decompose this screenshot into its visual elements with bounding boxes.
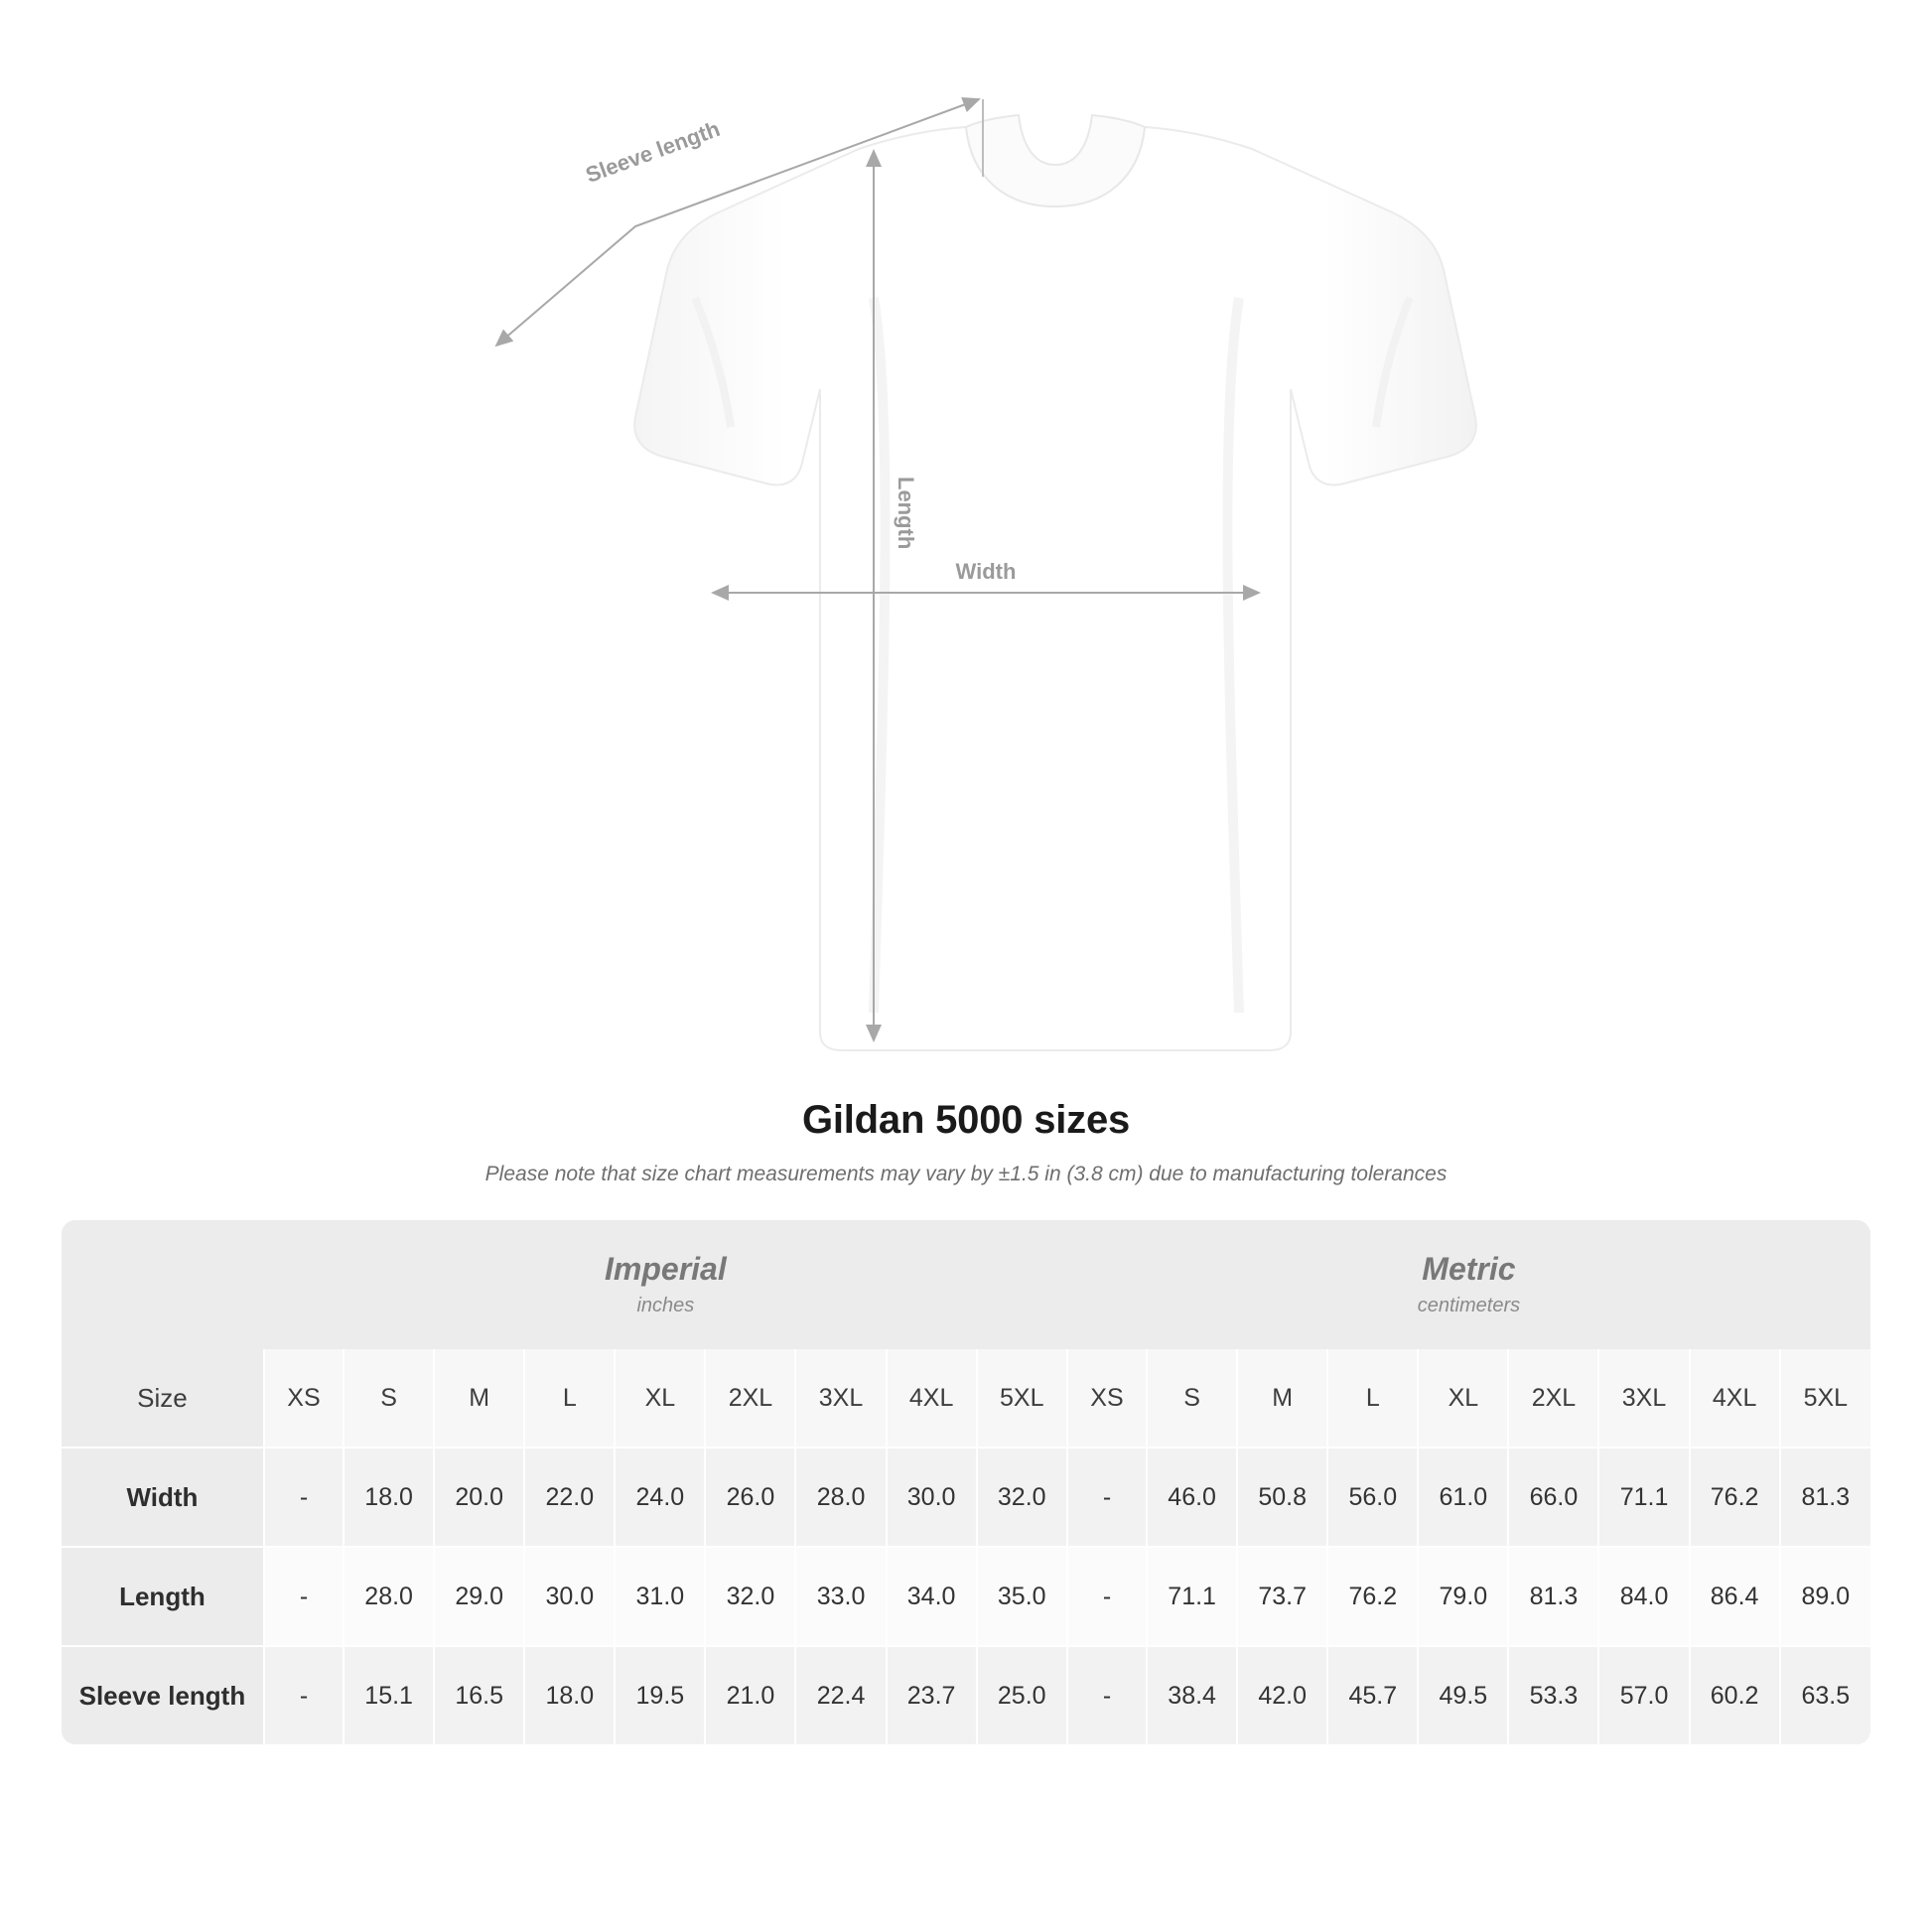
size-table [62,1220,1870,1744]
size-header-imperial-2xl: 2XL [705,1349,795,1448]
cell-sleeve-imperial-5xl: 25.0 [977,1646,1067,1744]
size-header-imperial-m: M [434,1349,524,1448]
size-header-imperial-3xl: 3XL [795,1349,886,1448]
size-header-imperial-xs: XS [264,1349,344,1448]
cell-width-imperial-xs: - [264,1448,344,1547]
cell-sleeve-imperial-4xl: 23.7 [887,1646,977,1744]
cell-sleeve-metric-s: 38.4 [1147,1646,1237,1744]
cell-sleeve-metric-5xl: 63.5 [1780,1646,1870,1744]
cell-width-imperial-s: 18.0 [344,1448,434,1547]
cell-length-imperial-3xl: 33.0 [795,1547,886,1646]
cell-sleeve-imperial-2xl: 21.0 [705,1646,795,1744]
unit-header-spacer [62,1220,264,1349]
cell-width-metric-l: 56.0 [1327,1448,1418,1547]
cell-width-metric-5xl: 81.3 [1780,1448,1870,1547]
cell-length-metric-m: 73.7 [1237,1547,1327,1646]
unit-name-metric: Metric [1422,1250,1516,1287]
row-label-sleeve-length: Sleeve length [62,1646,264,1744]
cell-length-imperial-xl: 31.0 [615,1547,705,1646]
size-header-label: Size [62,1349,264,1448]
table-row [62,1547,1870,1646]
size-header-imperial-xl: XL [615,1349,705,1448]
size-header-metric-s: S [1147,1349,1237,1448]
cell-width-metric-xl: 61.0 [1418,1448,1508,1547]
cell-length-imperial-m: 29.0 [434,1547,524,1646]
cell-length-metric-l: 76.2 [1327,1547,1418,1646]
cell-sleeve-imperial-3xl: 22.4 [795,1646,886,1744]
cell-length-metric-4xl: 86.4 [1690,1547,1780,1646]
cell-sleeve-imperial-xl: 19.5 [615,1646,705,1744]
size-header-row [62,1349,1870,1448]
size-header-metric-2xl: 2XL [1508,1349,1598,1448]
cell-sleeve-metric-2xl: 53.3 [1508,1646,1598,1744]
cell-length-metric-2xl: 81.3 [1508,1547,1598,1646]
cell-sleeve-imperial-l: 18.0 [524,1646,615,1744]
cell-length-imperial-s: 28.0 [344,1547,434,1646]
cell-sleeve-imperial-xs: - [264,1646,344,1744]
length-label: Length [894,477,918,550]
tshirt-shape [634,115,1476,1050]
cell-sleeve-metric-xl: 49.5 [1418,1646,1508,1744]
title-block [0,1098,1932,1186]
cell-length-imperial-l: 30.0 [524,1547,615,1646]
cell-length-imperial-5xl: 35.0 [977,1547,1067,1646]
size-header-metric-5xl: 5XL [1780,1349,1870,1448]
size-header-metric-3xl: 3XL [1598,1349,1689,1448]
cell-width-metric-xs: - [1067,1448,1147,1547]
cell-width-imperial-2xl: 26.0 [705,1448,795,1547]
cell-width-metric-s: 46.0 [1147,1448,1237,1547]
cell-width-imperial-4xl: 30.0 [887,1448,977,1547]
size-header-imperial-4xl: 4XL [887,1349,977,1448]
cell-length-metric-xl: 79.0 [1418,1547,1508,1646]
cell-length-imperial-xs: - [264,1547,344,1646]
table-row [62,1646,1870,1744]
cell-sleeve-metric-m: 42.0 [1237,1646,1327,1744]
row-label-length: Length [62,1547,264,1646]
cell-length-imperial-2xl: 32.0 [705,1547,795,1646]
cell-length-metric-s: 71.1 [1147,1547,1237,1646]
cell-length-metric-5xl: 89.0 [1780,1547,1870,1646]
row-label-width: Width [62,1448,264,1547]
width-label: Width [955,559,1017,584]
table-row [62,1448,1870,1547]
unit-name-imperial: Imperial [605,1250,727,1287]
unit-header-imperial [264,1220,1067,1349]
sleeve-length-label: Sleeve length [582,115,724,188]
unit-sub-metric: centimeters [1417,1295,1521,1317]
size-header-metric-l: L [1327,1349,1418,1448]
cell-sleeve-imperial-s: 15.1 [344,1646,434,1744]
size-header-imperial-l: L [524,1349,615,1448]
cell-length-imperial-4xl: 34.0 [887,1547,977,1646]
unit-sub-imperial: inches [636,1295,695,1317]
cell-width-imperial-m: 20.0 [434,1448,524,1547]
size-header-imperial-s: S [344,1349,434,1448]
cell-sleeve-metric-4xl: 60.2 [1690,1646,1780,1744]
page-title: Gildan 5000 sizes [801,1098,1131,1142]
unit-header-metric [1067,1220,1870,1349]
cell-sleeve-metric-3xl: 57.0 [1598,1646,1689,1744]
cell-width-metric-4xl: 76.2 [1690,1448,1780,1547]
size-header-metric-m: M [1237,1349,1327,1448]
unit-header-row [62,1220,1870,1349]
size-header-metric-4xl: 4XL [1690,1349,1780,1448]
cell-sleeve-metric-xs: - [1067,1646,1147,1744]
cell-width-imperial-3xl: 28.0 [795,1448,886,1547]
cell-width-imperial-l: 22.0 [524,1448,615,1547]
tolerance-note: Please note that size chart measurements may vary by ±1.5 in (3.8 cm) due to manufacturing tolerances [484,1163,1448,1185]
size-header-metric-xl: XL [1418,1349,1508,1448]
size-header-imperial-5xl: 5XL [977,1349,1067,1448]
cell-width-imperial-xl: 24.0 [615,1448,705,1547]
size-header-metric-xs: XS [1067,1349,1147,1448]
cell-width-metric-3xl: 71.1 [1598,1448,1689,1547]
cell-width-metric-2xl: 66.0 [1508,1448,1598,1547]
cell-length-metric-3xl: 84.0 [1598,1547,1689,1646]
cell-width-metric-m: 50.8 [1237,1448,1327,1547]
cell-length-metric-xs: - [1067,1547,1147,1646]
cell-sleeve-imperial-m: 16.5 [434,1646,524,1744]
cell-sleeve-metric-l: 45.7 [1327,1646,1418,1744]
cell-width-imperial-5xl: 32.0 [977,1448,1067,1547]
size-table-container [62,1220,1870,1744]
